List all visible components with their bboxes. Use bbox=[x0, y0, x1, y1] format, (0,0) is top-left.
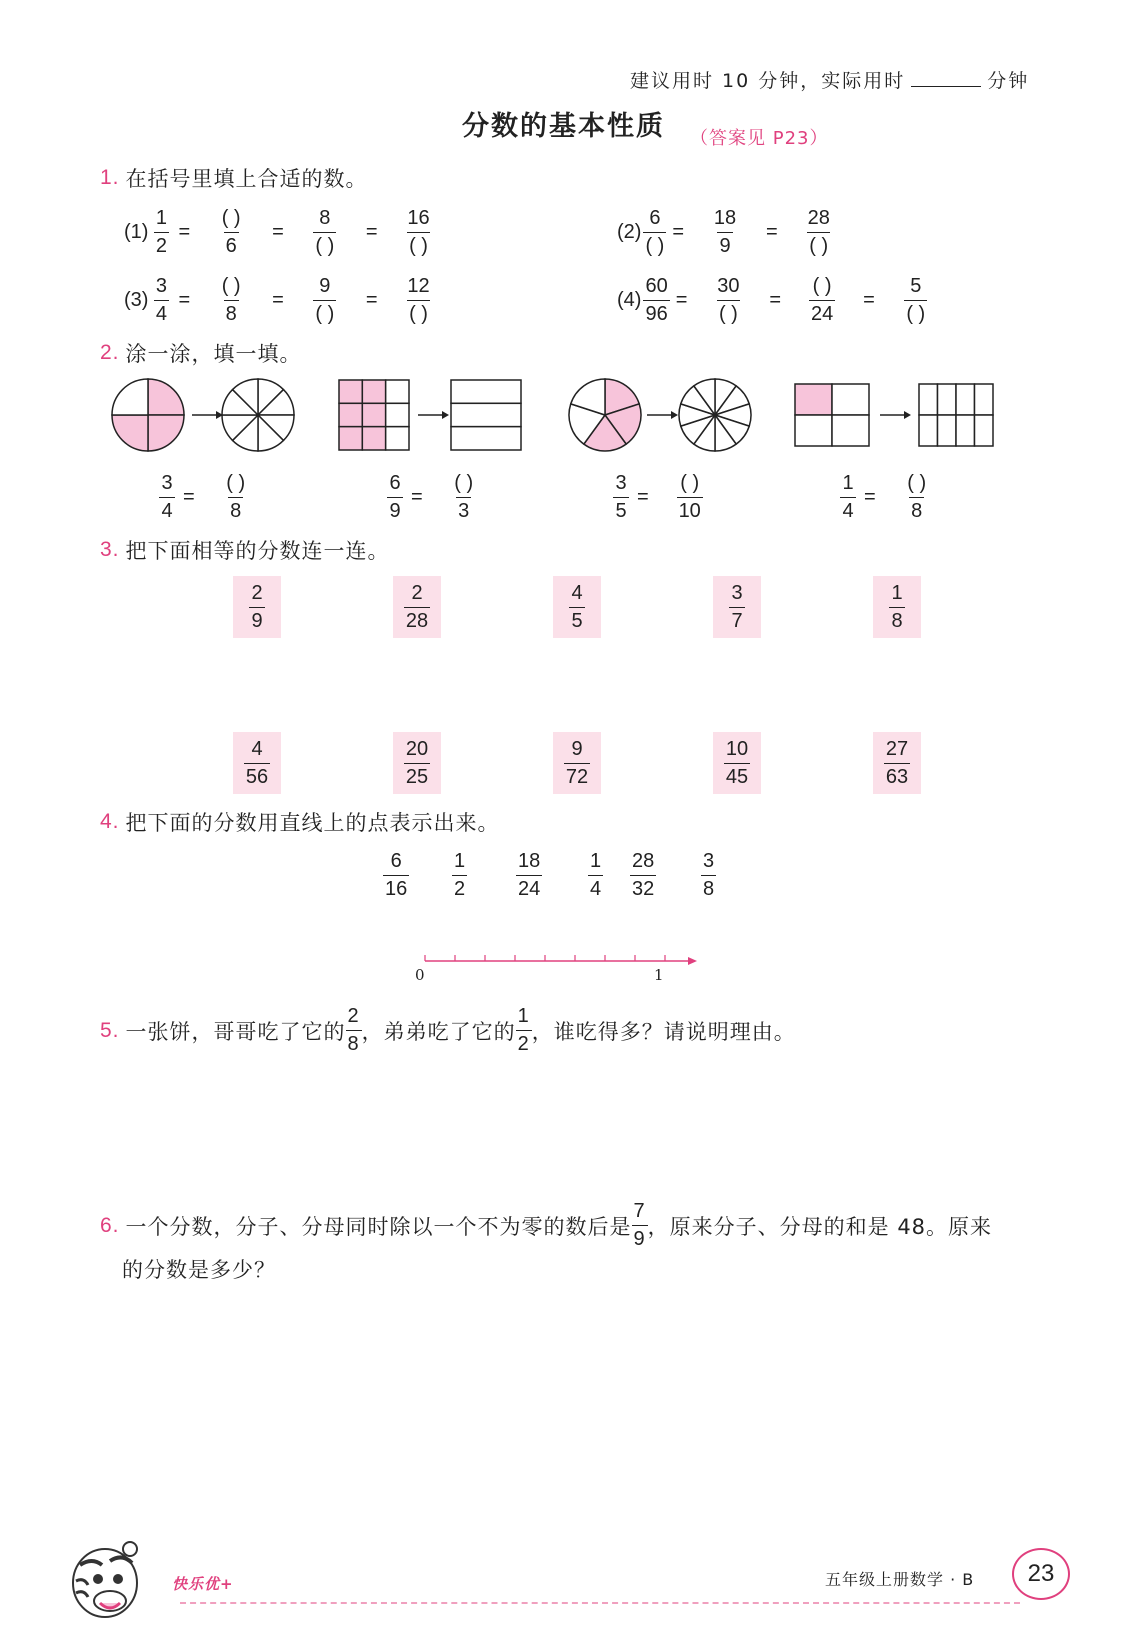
denominator: 8 bbox=[228, 497, 243, 525]
denominator: 9 bbox=[249, 607, 264, 635]
grid-cell[interactable] bbox=[956, 415, 975, 446]
q1-number: 1. bbox=[100, 166, 120, 189]
numerator: 9 bbox=[319, 275, 331, 297]
grid-cell[interactable] bbox=[386, 380, 409, 403]
equals-sign: = bbox=[769, 289, 782, 311]
equals-sign: = bbox=[272, 289, 284, 311]
q2-equation-4 bbox=[838, 470, 952, 525]
numerator: 6 bbox=[649, 207, 661, 229]
item-label: (3) bbox=[124, 289, 149, 311]
q4-fraction bbox=[630, 848, 656, 903]
circle-fifths[interactable] bbox=[569, 379, 641, 451]
q2-answer-fraction bbox=[429, 470, 499, 525]
q1-fraction bbox=[787, 273, 857, 328]
denominator: 96 bbox=[643, 300, 669, 328]
grid-cell[interactable] bbox=[795, 415, 832, 446]
q6-number: 6. bbox=[100, 1213, 120, 1237]
equals-sign: = bbox=[675, 289, 688, 311]
q2-equation-2 bbox=[385, 470, 499, 525]
q4-fraction bbox=[701, 848, 716, 903]
q2-equation-3 bbox=[611, 470, 725, 525]
rect-quarters[interactable] bbox=[795, 384, 869, 446]
denominator: 2 bbox=[452, 875, 467, 903]
grid-cell[interactable] bbox=[362, 427, 385, 450]
q1-fraction bbox=[290, 273, 360, 328]
q1-fraction bbox=[196, 205, 266, 260]
numerator: 3 bbox=[731, 581, 743, 604]
card-fraction bbox=[889, 580, 904, 635]
equals-sign: = bbox=[863, 289, 875, 311]
equals-sign: = bbox=[178, 289, 191, 311]
q2-left-fraction bbox=[157, 470, 177, 525]
grid-thirds[interactable] bbox=[451, 380, 521, 450]
q1-fraction bbox=[290, 205, 360, 260]
grid-cell[interactable] bbox=[451, 427, 521, 450]
numerator: 1 bbox=[454, 850, 466, 872]
denominator: 56 bbox=[244, 763, 270, 791]
q3-heading bbox=[100, 535, 390, 565]
q2-number: 2. bbox=[100, 341, 120, 364]
q1-item-4 bbox=[615, 273, 951, 328]
q4-fraction-item bbox=[383, 848, 409, 903]
q4-fraction bbox=[452, 848, 467, 903]
q1-item-2 bbox=[615, 205, 854, 260]
numerator: 3 bbox=[703, 850, 715, 872]
q5-text-2: ，弟弟吃了它的 bbox=[361, 1019, 516, 1044]
q5-fraction-1: $\frac{2}{8}$ bbox=[346, 1003, 362, 1058]
numerator: 1 bbox=[590, 850, 602, 872]
q4-fraction-item bbox=[701, 848, 716, 903]
denominator: 28 bbox=[404, 607, 430, 635]
equals-sign: = bbox=[637, 486, 649, 508]
time-hint bbox=[630, 66, 1029, 93]
q6-question bbox=[100, 1198, 992, 1253]
pie-slice[interactable] bbox=[148, 415, 184, 451]
equals-sign: = bbox=[365, 221, 378, 243]
q4-text: 把下面的分数用直线上的点表示出来。 bbox=[125, 811, 500, 835]
q1-fraction bbox=[643, 205, 666, 260]
card-fraction bbox=[404, 736, 430, 791]
pie-slice[interactable] bbox=[112, 379, 148, 415]
grid-cell[interactable] bbox=[451, 380, 521, 403]
numerator: 5 bbox=[910, 275, 922, 297]
number-line-label-zero: 0 bbox=[415, 966, 425, 984]
q3-bottom-card-2[interactable] bbox=[393, 732, 441, 794]
denominator: 2 bbox=[154, 232, 169, 260]
equals-sign: = bbox=[178, 221, 191, 243]
numerator: 3 bbox=[615, 472, 627, 494]
q2-shapes bbox=[100, 370, 1060, 465]
time-hint-prefix: 建议用时 10 分钟，实际用时 bbox=[630, 70, 906, 92]
grid-cell[interactable] bbox=[975, 415, 994, 446]
q1-fraction bbox=[784, 205, 854, 260]
equals-sign: = bbox=[864, 486, 876, 508]
book-title: 五年级上册数学 · B bbox=[825, 1570, 975, 1589]
q2-heading bbox=[100, 338, 302, 368]
q4-fraction-item bbox=[630, 848, 656, 903]
denominator: 32 bbox=[630, 875, 656, 903]
time-hint-suffix: 分钟 bbox=[987, 70, 1030, 92]
number-line[interactable] bbox=[415, 945, 745, 990]
numerator: 18 bbox=[713, 207, 737, 229]
q1-fraction bbox=[643, 273, 669, 328]
numerator: 18 bbox=[518, 850, 541, 872]
item-label: (1) bbox=[124, 221, 149, 243]
denominator: 16 bbox=[383, 875, 409, 903]
equals-sign: = bbox=[183, 486, 195, 508]
q3-bottom-card-1[interactable] bbox=[233, 732, 281, 794]
denominator: 24 bbox=[809, 300, 835, 328]
numerator[interactable]: ( ) bbox=[812, 275, 832, 297]
q1-fraction bbox=[150, 273, 172, 328]
card-fraction bbox=[569, 580, 584, 635]
q1-item-3 bbox=[122, 273, 454, 328]
grid-cell[interactable] bbox=[975, 384, 994, 415]
numerator: 1 bbox=[842, 472, 854, 494]
q6-text-2: ，原来分子、分母的和是 48。原来 bbox=[647, 1214, 993, 1239]
grid-ninths[interactable] bbox=[339, 380, 409, 450]
denominator: 72 bbox=[564, 763, 590, 791]
denominator[interactable]: ( ) bbox=[807, 232, 830, 260]
grid-cell[interactable] bbox=[362, 403, 385, 426]
grid-cell[interactable] bbox=[956, 384, 975, 415]
denominator: 6 bbox=[224, 232, 239, 260]
card-fraction bbox=[564, 736, 590, 791]
footer-divider bbox=[180, 1602, 1020, 1604]
q3-number: 3. bbox=[100, 538, 120, 561]
numerator: 16 bbox=[407, 207, 430, 229]
grid-cell[interactable] bbox=[339, 427, 362, 450]
numerator[interactable]: ( ) bbox=[221, 275, 241, 297]
card-fraction bbox=[249, 580, 264, 635]
q2-text: 涂一涂，填一填。 bbox=[125, 342, 302, 366]
q4-heading bbox=[100, 807, 500, 837]
numerator[interactable]: ( ) bbox=[221, 207, 241, 229]
q2-answer-fraction bbox=[655, 470, 725, 525]
grid-cell[interactable] bbox=[362, 380, 385, 403]
grid-cell[interactable] bbox=[938, 415, 957, 446]
grid-cell[interactable] bbox=[938, 384, 957, 415]
grid-cell[interactable] bbox=[919, 384, 938, 415]
q6-question-line2: 的分数是多少？ bbox=[122, 1258, 276, 1282]
q3-top-card-3[interactable] bbox=[553, 576, 601, 638]
arrow-icon bbox=[192, 411, 223, 419]
q1-text: 在括号里填上合适的数。 bbox=[125, 167, 368, 191]
denominator: 4 bbox=[154, 300, 169, 328]
denominator[interactable]: ( ) bbox=[407, 300, 430, 328]
denominator: 8 bbox=[224, 300, 239, 328]
denominator: 4 bbox=[588, 875, 603, 903]
numerator: 12 bbox=[407, 275, 430, 297]
equals-sign: = bbox=[365, 289, 378, 311]
q5-number: 5. bbox=[100, 1018, 120, 1042]
page-title: 分数的基本性质 bbox=[462, 111, 665, 142]
denominator[interactable]: ( ) bbox=[407, 232, 430, 260]
grid-cell[interactable] bbox=[795, 384, 832, 415]
q1-heading bbox=[100, 163, 368, 193]
denominator: 45 bbox=[724, 763, 750, 791]
time-blank[interactable] bbox=[911, 69, 981, 87]
grid-cell[interactable] bbox=[386, 427, 409, 450]
q4-fraction-item bbox=[452, 848, 467, 903]
grid-cell[interactable] bbox=[339, 380, 362, 403]
q1-fraction bbox=[150, 205, 172, 260]
numerator[interactable]: ( ) bbox=[454, 472, 474, 494]
q3-top-card-5[interactable] bbox=[873, 576, 921, 638]
q3-bottom-card-3[interactable] bbox=[553, 732, 601, 794]
equals-sign: = bbox=[411, 486, 423, 508]
grid-cell[interactable] bbox=[451, 403, 521, 426]
numerator: 10 bbox=[725, 737, 749, 760]
numerator: 4 bbox=[571, 581, 583, 604]
q1-item-1 bbox=[122, 205, 454, 260]
denominator: 3 bbox=[456, 497, 471, 525]
denominator[interactable]: ( ) bbox=[717, 300, 740, 328]
q2-answer-fraction bbox=[882, 470, 952, 525]
numerator: 2 bbox=[251, 581, 263, 604]
q2-left-fraction bbox=[838, 470, 858, 525]
q4-fraction-item bbox=[516, 848, 542, 903]
grid-cell[interactable] bbox=[832, 415, 869, 446]
q1-fraction bbox=[690, 205, 760, 260]
brand-logo: 快乐优+ bbox=[172, 1575, 234, 1593]
grid-cell[interactable] bbox=[339, 403, 362, 426]
numerator: 6 bbox=[390, 850, 402, 872]
rect-eighths[interactable] bbox=[919, 384, 993, 446]
arrow-icon bbox=[418, 411, 449, 419]
equals-sign: = bbox=[672, 221, 685, 243]
equals-sign: = bbox=[766, 221, 778, 243]
numerator: 9 bbox=[571, 737, 583, 760]
card-fraction bbox=[404, 580, 430, 635]
denominator: 4 bbox=[159, 497, 174, 525]
denominator: 5 bbox=[569, 607, 584, 635]
q4-fraction-item bbox=[588, 848, 603, 903]
q4-number: 4. bbox=[100, 810, 120, 833]
numerator: 6 bbox=[389, 472, 401, 494]
numerator: 4 bbox=[251, 737, 263, 760]
numerator: 3 bbox=[155, 275, 168, 297]
denominator[interactable]: ( ) bbox=[313, 232, 336, 260]
pie-slice[interactable] bbox=[148, 379, 184, 415]
q2-left-fraction bbox=[385, 470, 405, 525]
pie-slice[interactable] bbox=[112, 415, 148, 451]
numerator: 28 bbox=[632, 850, 655, 872]
q3-text: 把下面相等的分数连一连。 bbox=[125, 539, 390, 563]
denominator: 5 bbox=[613, 497, 628, 525]
denominator: 8 bbox=[909, 497, 924, 525]
page-number: 23 bbox=[1012, 1548, 1070, 1600]
item-label: (2) bbox=[617, 221, 642, 243]
q1-fraction bbox=[384, 205, 454, 260]
denominator[interactable]: ( ) bbox=[643, 232, 666, 260]
mascot-zebra-icon bbox=[62, 1535, 148, 1625]
q5-fraction-2: $\frac{1}{2}$ bbox=[516, 1003, 532, 1058]
q3-top-card-1[interactable] bbox=[233, 576, 281, 638]
denominator: 7 bbox=[729, 607, 744, 635]
q1-fraction bbox=[881, 273, 951, 328]
q3-top-card-4[interactable] bbox=[713, 576, 761, 638]
circle-eighths[interactable] bbox=[222, 379, 294, 451]
q6-text-1: 一个分数，分子、分母同时除以一个不为零的数后是 bbox=[125, 1214, 632, 1239]
card-fraction bbox=[729, 580, 744, 635]
denominator: 4 bbox=[840, 497, 855, 525]
denominator: 10 bbox=[677, 497, 703, 525]
q6-fraction: $\frac{7}{9}$ bbox=[632, 1198, 648, 1253]
number-line-label-one: 1 bbox=[654, 966, 664, 984]
denominator: 8 bbox=[701, 875, 716, 903]
q2-left-fraction bbox=[611, 470, 631, 525]
q4-fraction bbox=[588, 848, 603, 903]
arrow-icon bbox=[647, 411, 678, 419]
q3-top-card-2[interactable] bbox=[393, 576, 441, 638]
numerator: 8 bbox=[319, 207, 331, 229]
denominator: 24 bbox=[516, 875, 542, 903]
numerator: 1 bbox=[155, 207, 168, 229]
numerator: 1 bbox=[891, 581, 903, 604]
numerator: 27 bbox=[885, 737, 909, 760]
numerator: 30 bbox=[717, 275, 740, 297]
numerator: 20 bbox=[405, 737, 429, 760]
q2-answer-fraction bbox=[201, 470, 271, 525]
denominator[interactable]: ( ) bbox=[313, 300, 336, 328]
grid-cell[interactable] bbox=[386, 403, 409, 426]
denominator: 63 bbox=[884, 763, 910, 791]
q5-question bbox=[100, 1003, 796, 1058]
q2-equation-1 bbox=[157, 470, 271, 525]
denominator[interactable]: ( ) bbox=[904, 300, 927, 328]
answer-reference: （答案见 P23） bbox=[690, 128, 829, 149]
denominator: 8 bbox=[889, 607, 904, 635]
q1-fraction bbox=[384, 273, 454, 328]
denominator: 25 bbox=[404, 763, 430, 791]
numerator[interactable]: ( ) bbox=[680, 472, 700, 494]
card-fraction bbox=[724, 736, 750, 791]
grid-cell[interactable] bbox=[832, 384, 869, 415]
arrow-icon bbox=[880, 411, 911, 419]
numerator: 2 bbox=[411, 581, 423, 604]
denominator: 9 bbox=[717, 232, 732, 260]
card-fraction bbox=[244, 736, 270, 791]
q5-text-3: ，谁吃得多？请说明理由。 bbox=[531, 1019, 796, 1044]
q1-fraction bbox=[693, 273, 763, 328]
numerator: 3 bbox=[161, 472, 173, 494]
q3-bottom-card-4[interactable] bbox=[713, 732, 761, 794]
grid-cell[interactable] bbox=[919, 415, 938, 446]
numerator: 60 bbox=[645, 275, 668, 297]
denominator: 9 bbox=[387, 497, 402, 525]
numerator[interactable]: ( ) bbox=[907, 472, 927, 494]
circle-quarters[interactable] bbox=[112, 379, 184, 451]
q3-bottom-card-5[interactable] bbox=[873, 732, 921, 794]
item-label: (4) bbox=[617, 289, 642, 311]
circle-tenths[interactable] bbox=[679, 379, 751, 451]
equals-sign: = bbox=[272, 221, 284, 243]
q5-text-1: 一张饼，哥哥吃了它的 bbox=[125, 1019, 346, 1044]
q1-fraction bbox=[196, 273, 266, 328]
numerator[interactable]: ( ) bbox=[226, 472, 246, 494]
q4-fraction bbox=[516, 848, 542, 903]
card-fraction bbox=[884, 736, 910, 791]
q4-fraction bbox=[383, 848, 409, 903]
numerator: 28 bbox=[807, 207, 830, 229]
